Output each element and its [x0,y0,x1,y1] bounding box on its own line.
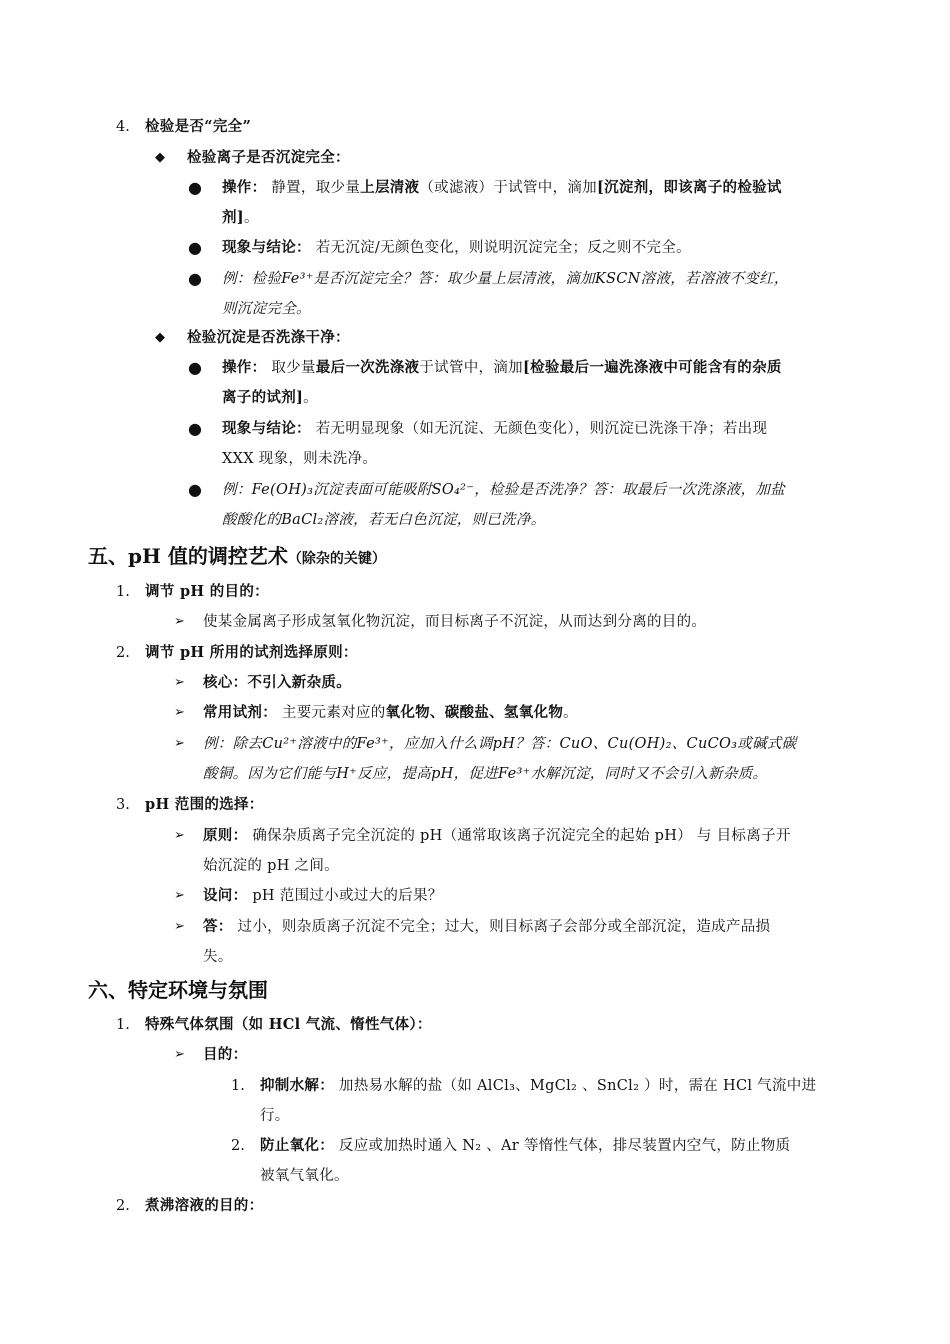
example-line-1: 例：Fe(OH)₃沉淀表面可能吸附SO₄²⁻，检验是否洗净？答：取最后一次洗涤液，加盐 [222,482,786,498]
list-number: 2. [116,1198,130,1214]
dot-bullet-icon: ● [188,358,202,377]
list-number: 4. [116,119,130,135]
common-reagent-line: 常用试剂： 主要元素对应的氧化物、碳酸盐、氢氧化物。 [203,704,578,721]
result-line: 现象与结论： 若无沉淀/无颜色变化，则说明沉淀完全；反之则不完全。 [222,239,691,256]
arrow-bullet-icon: ➢ [174,675,185,690]
list-number: 1. [116,584,130,600]
dot-bullet-icon: ● [188,480,202,499]
list-number: 1. [116,1017,130,1033]
diamond-bullet-icon: ◆ [155,150,165,165]
result-line-1: 现象与结论： 若无明显现象（如无沉淀、无颜色变化），则沉淀已洗涤干净；若出现 [222,420,768,437]
example-line-1: 例：检验Fe³⁺是否沉淀完全？答：取少量上层清液，滴加KSCN溶液，若溶液不变红， [222,271,789,287]
operation-line-1: 操作： 取少量最后一次洗涤液于试管中，滴加[检验最后一遍洗涤液中可能含有的杂质 [222,359,782,376]
answer-line-1: 答： 过小，则杂质离子沉淀不完全；过大，则目标离子会部分或全部沉淀，造成产品损 [203,918,771,935]
arrow-bullet-icon: ➢ [174,828,185,843]
arrow-bullet-icon: ➢ [174,888,185,903]
example-line-1: 例：除去Cu²⁺溶液中的Fe³⁺，应加入什么调pH？答：CuO、Cu(OH)₂、CuCO₃或碱式碳 [203,736,797,752]
arrow-bullet-icon: ➢ [174,614,185,629]
section-5-heading: 五、pH 值的调控艺术（除杂的关键） [88,544,386,568]
example-line-2: 则沉淀完全。 [222,301,311,317]
item-reagent-principle: 调节 pH 所用的试剂选择原则： [145,644,358,661]
sub-heading-ion-precipitation: 检验离子是否沉淀完全： [187,149,350,166]
answer-line-2: 失。 [203,949,233,965]
item-ph-purpose: 调节 pH 的目的： [145,583,269,600]
operation-line-2: 离子的试剂]。 [222,389,318,406]
inhibit-hydrolysis-line-2: 行。 [260,1108,290,1124]
arrow-bullet-icon: ➢ [174,705,185,720]
section-4-title: 检验是否“完全” [145,118,252,135]
purpose-label: 目的： [203,1046,248,1063]
list-number: 3. [116,797,130,813]
prevent-oxidation-line-1: 防止氧化： 反应或加热时通入 N₂ 、Ar 等惰性气体，排尽装置内空气，防止物质 [260,1137,791,1154]
arrow-bullet-icon: ➢ [174,919,185,934]
operation-line-2: 剂]。 [222,209,259,226]
diamond-bullet-icon: ◆ [155,330,165,345]
item-boiling-purpose: 煮沸溶液的目的： [145,1197,264,1214]
result-line-2: XXX 现象，则未洗净。 [222,451,378,467]
principle-line-1: 原则： 确保杂质离子完全沉淀的 pH（通常取该离子沉淀完全的起始 pH） 与 目标离子开 [203,827,791,844]
item-gas-atmosphere: 特殊气体氛围（如 HCl 气流、惰性气体）： [145,1016,432,1033]
principle-line-2: 始沉淀的 pH 之间。 [203,858,339,874]
dot-bullet-icon: ● [188,269,202,288]
prevent-oxidation-line-2: 被氧气氧化。 [260,1168,349,1184]
arrow-bullet-icon: ➢ [174,736,185,751]
dot-bullet-icon: ● [188,419,202,438]
example-line-2: 酸铜。因为它们能与H⁺反应，提高pH，促进Fe³⁺水解沉淀，同时又不会引入新杂质。 [203,766,768,782]
purpose-text: 使某金属离子形成氢氧化物沉淀，而目标离子不沉淀，从而达到分离的目的。 [203,614,707,630]
operation-line-1: 操作： 静置，取少量上层清液（或滤液）于试管中，滴加[沉淀剂，即该离子的检验试 [222,179,782,196]
list-number: 1. [231,1078,245,1094]
question-line: 设问： pH 范围过小或过大的后果？ [203,887,443,904]
dot-bullet-icon: ● [188,178,202,197]
arrow-bullet-icon: ➢ [174,1047,185,1062]
sub-heading-wash-check: 检验沉淀是否洗涤干净： [187,329,350,346]
inhibit-hydrolysis-line-1: 抑制水解： 加热易水解的盐（如 AlCl₃、MgCl₂ 、SnCl₂ ）时，需在 HCl 气流中进 [260,1077,817,1094]
example-line-2: 酸酸化的BaCl₂溶液，若无白色沉淀，则已洗净。 [222,512,546,528]
section-6-heading: 六、特定环境与氛围 [88,978,268,1002]
list-number: 2. [116,645,130,661]
dot-bullet-icon: ● [188,238,202,257]
core-principle: 核心：不引入新杂质。 [203,674,351,691]
item-ph-range: pH 范围的选择： [145,796,264,813]
list-number: 2. [231,1138,245,1154]
